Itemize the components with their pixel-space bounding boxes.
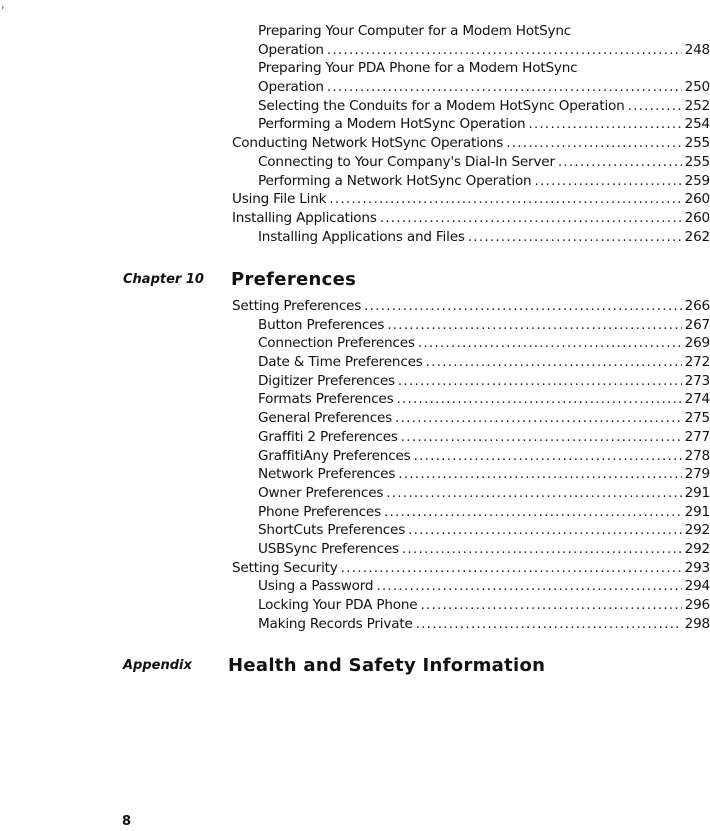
toc-entry-page: 291 bbox=[684, 484, 710, 501]
toc-entry[interactable] bbox=[232, 190, 710, 209]
toc-entry[interactable] bbox=[232, 596, 710, 615]
dot-leader bbox=[401, 428, 682, 446]
dot-leader bbox=[416, 615, 682, 633]
toc-entry[interactable] bbox=[232, 316, 710, 335]
toc-entry-title: Operation bbox=[258, 41, 324, 58]
dot-leader bbox=[376, 577, 681, 595]
dot-leader bbox=[341, 559, 682, 577]
toc-entry-page: 291 bbox=[684, 503, 710, 520]
dot-leader bbox=[558, 153, 682, 171]
toc-entry[interactable] bbox=[232, 297, 710, 316]
toc-entry-title: Locking Your PDA Phone bbox=[258, 597, 418, 613]
toc-entry-title: Connecting to Your Company's Dial-In Server bbox=[258, 153, 555, 170]
dot-leader bbox=[327, 41, 682, 59]
toc-entry-page: 260 bbox=[684, 209, 710, 226]
toc-entry[interactable] bbox=[232, 59, 710, 78]
toc-entry[interactable] bbox=[232, 334, 710, 353]
toc-entry[interactable] bbox=[232, 465, 710, 484]
appendix-title: Health and Safety Information bbox=[228, 655, 546, 676]
toc-entry[interactable] bbox=[232, 540, 710, 559]
toc-entry-page: 272 bbox=[684, 354, 710, 371]
toc-entry-title: Phone Preferences bbox=[258, 503, 381, 520]
toc-entry-title: Owner Preferences bbox=[258, 484, 384, 501]
toc-entry-title: Selecting the Conduits for a Modem HotSync Operation bbox=[258, 97, 625, 114]
toc-entry-title: Button Preferences bbox=[258, 316, 385, 333]
toc-entry-title: ShortCuts Preferences bbox=[258, 522, 406, 539]
dot-leader bbox=[398, 465, 681, 483]
toc-entry[interactable] bbox=[232, 503, 710, 522]
toc-entry-page: 292 bbox=[684, 540, 710, 557]
toc-entry-title: Graffiti 2 Preferences bbox=[258, 428, 398, 445]
dot-leader bbox=[398, 372, 682, 390]
toc-entry-title: General Preferences bbox=[258, 410, 393, 427]
toc-entry-page: 255 bbox=[684, 135, 710, 152]
toc-entry[interactable] bbox=[232, 428, 710, 447]
toc-entry-page: 278 bbox=[684, 447, 710, 464]
dot-leader bbox=[506, 134, 681, 152]
dot-leader bbox=[414, 447, 682, 465]
dot-leader bbox=[468, 228, 682, 246]
toc-entry[interactable] bbox=[232, 22, 710, 41]
toc-entry-title: Installing Applications and Files bbox=[258, 228, 465, 245]
dot-leader bbox=[387, 316, 681, 334]
toc-entry-page: 254 bbox=[684, 116, 710, 133]
toc-entry-page: 266 bbox=[684, 298, 710, 314]
toc-entry-page: 267 bbox=[684, 316, 710, 333]
toc-entry-page: 292 bbox=[684, 522, 710, 539]
toc-entry-title: Setting Preferences bbox=[232, 298, 362, 314]
toc-entry-page: 259 bbox=[684, 172, 710, 189]
toc-entry-page: 252 bbox=[684, 97, 710, 114]
toc-entry-title: Performing a Network HotSync Operation bbox=[258, 172, 532, 189]
dot-leader bbox=[420, 596, 681, 614]
toc-entry-title: Setting Security bbox=[232, 559, 338, 576]
toc-entry-page: 250 bbox=[684, 79, 710, 96]
toc-entry-page: 248 bbox=[684, 41, 710, 58]
toc-entry-page: 262 bbox=[684, 228, 710, 245]
appendix-label: Appendix bbox=[123, 658, 192, 673]
toc-entry[interactable] bbox=[232, 447, 710, 466]
toc-entry[interactable] bbox=[232, 353, 710, 372]
toc-entry-page: 260 bbox=[684, 191, 710, 208]
toc-entry[interactable] bbox=[232, 577, 710, 596]
toc-entry-title: GraffitiAny Preferences bbox=[258, 447, 411, 464]
toc-chapter-10 bbox=[232, 297, 710, 633]
toc-entry-page: 255 bbox=[684, 153, 710, 170]
toc-entry-page: 269 bbox=[684, 335, 710, 352]
toc-entry-page: 296 bbox=[684, 597, 710, 613]
dot-leader bbox=[329, 190, 681, 208]
toc-entry[interactable] bbox=[232, 209, 710, 228]
dot-leader bbox=[395, 409, 682, 427]
dot-leader bbox=[628, 97, 682, 115]
toc-entry-title: Date & Time Preferences bbox=[258, 354, 423, 371]
dot-leader bbox=[386, 484, 681, 502]
toc-entry-page: 275 bbox=[684, 410, 710, 427]
dot-leader bbox=[396, 390, 681, 408]
toc-entry[interactable] bbox=[232, 228, 710, 247]
toc-entry-title: Using File Link bbox=[232, 191, 327, 208]
dot-leader bbox=[364, 297, 681, 315]
toc-entry-title: USBSync Preferences bbox=[258, 540, 399, 557]
toc-entry-title: Formats Preferences bbox=[258, 391, 394, 408]
toc-entry[interactable] bbox=[232, 41, 710, 60]
dot-leader bbox=[408, 521, 682, 539]
toc-entry-title: Conducting Network HotSync Operations bbox=[232, 135, 504, 152]
toc-entry[interactable] bbox=[232, 372, 710, 391]
toc-entry[interactable] bbox=[232, 97, 710, 116]
dot-leader bbox=[528, 115, 681, 133]
toc-entry[interactable] bbox=[232, 559, 710, 578]
toc-entry[interactable] bbox=[232, 134, 710, 153]
toc-entry-page: 277 bbox=[684, 428, 710, 445]
chapter-10-heading bbox=[0, 268, 710, 292]
toc-entry-title: Preparing Your PDA Phone for a Modem HotSync bbox=[258, 60, 578, 77]
toc-entry[interactable] bbox=[232, 172, 710, 191]
chapter-title: Preferences bbox=[231, 269, 357, 290]
corner-mark: , bbox=[1, 0, 5, 11]
toc-entry[interactable] bbox=[232, 390, 710, 409]
toc-entry-page: 273 bbox=[684, 372, 710, 389]
toc-entry-page: 274 bbox=[684, 391, 710, 408]
dot-leader bbox=[327, 78, 682, 96]
toc-entry-title: Connection Preferences bbox=[258, 335, 415, 352]
toc-entry-page: 293 bbox=[684, 559, 710, 576]
toc-entry-page: 294 bbox=[684, 578, 710, 595]
dot-leader bbox=[380, 209, 682, 227]
chapter-label: Chapter 10 bbox=[123, 272, 204, 287]
toc-entry-title: Operation bbox=[258, 79, 324, 96]
toc-entry-page: 279 bbox=[684, 466, 710, 483]
toc-entry-title: Network Preferences bbox=[258, 466, 396, 483]
dot-leader bbox=[402, 540, 682, 558]
dot-leader bbox=[534, 172, 681, 190]
toc-entry[interactable] bbox=[232, 521, 710, 540]
toc-section-top bbox=[232, 22, 710, 246]
toc-entry-title: Making Records Private bbox=[258, 615, 413, 632]
page-number: 8 bbox=[122, 814, 132, 829]
toc-entry[interactable] bbox=[232, 115, 710, 134]
toc-entry-title: Digitizer Preferences bbox=[258, 372, 395, 389]
toc-entry-title: Performing a Modem HotSync Operation bbox=[258, 116, 526, 133]
dot-leader bbox=[418, 334, 682, 352]
toc-entry[interactable] bbox=[232, 484, 710, 503]
dot-leader bbox=[426, 353, 682, 371]
toc-entry[interactable] bbox=[232, 615, 710, 634]
toc-entry[interactable] bbox=[232, 78, 710, 97]
appendix-heading bbox=[0, 654, 710, 678]
dot-leader bbox=[384, 503, 682, 521]
toc-entry[interactable] bbox=[232, 153, 710, 172]
toc-entry[interactable] bbox=[232, 409, 710, 428]
toc-entry-title: Installing Applications bbox=[232, 209, 377, 226]
toc-entry-title: Preparing Your Computer for a Modem HotSync bbox=[258, 23, 572, 39]
toc-entry-page: 298 bbox=[684, 615, 710, 632]
toc-entry-title: Using a Password bbox=[258, 578, 374, 595]
